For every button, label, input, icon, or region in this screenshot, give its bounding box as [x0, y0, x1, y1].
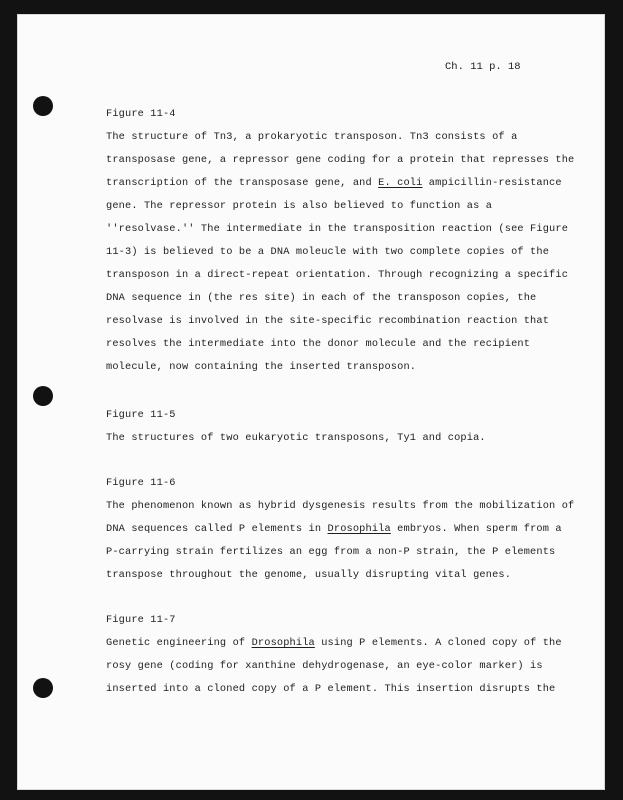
binder-hole-bottom [33, 678, 53, 698]
caption-heading: Figure 11-5 [106, 409, 176, 421]
caption-line: The structures of two eukaryotic transposons, Ty1 and copia. [106, 432, 486, 444]
caption-line: P-carrying strain fertilizes an egg from a non-P strain, the P elements [106, 546, 556, 558]
caption-heading: Figure 11-7 [106, 614, 176, 626]
caption-line: 11-3) is believed to be a DNA moleucle with two complete copies of the [106, 246, 550, 258]
caption-line: ''resolvase.'' The intermediate in the transposition reaction (see Figure [106, 223, 569, 235]
document-page [17, 14, 605, 790]
caption-line: The structure of Tn3, a prokaryotic transposon. Tn3 consists of a [106, 131, 518, 143]
species-name: E. coli [378, 177, 423, 189]
figure-11-6-caption [106, 472, 574, 587]
figure-11-5-caption [106, 404, 486, 450]
page-label: Ch. 11 p. 18 [445, 61, 521, 73]
caption-line: rosy gene (coding for xanthine dehydrogenase, an eye-color marker) is [106, 660, 543, 672]
species-name: Drosophila [327, 523, 391, 535]
caption-line: transposase gene, a repressor gene coding for a protein that represses the [106, 154, 575, 166]
caption-line: DNA sequences called P elements in Drosophila embryos. When sperm from a [106, 523, 562, 535]
caption-heading: Figure 11-6 [106, 477, 176, 489]
species-name: Drosophila [251, 637, 315, 649]
caption-line: Genetic engineering of Drosophila using P elements. A cloned copy of the [106, 637, 562, 649]
binder-hole-top [33, 96, 53, 116]
caption-line: transcription of the transposase gene, and E. coli ampicillin-resistance [106, 177, 562, 189]
figure-11-4-caption [106, 103, 574, 379]
caption-line: transpose throughout the genome, usually disrupting vital genes. [106, 569, 512, 581]
caption-heading: Figure 11-4 [106, 108, 176, 120]
binder-hole-middle [33, 386, 53, 406]
caption-line: transposon in a direct-repeat orientation. Through recognizing a specific [106, 269, 569, 281]
caption-line: molecule, now containing the inserted transposon. [106, 361, 417, 373]
caption-line: gene. The repressor protein is also believed to function as a [106, 200, 493, 212]
figure-11-7-caption [106, 609, 562, 701]
caption-line: resolves the intermediate into the donor molecule and the recipient [106, 338, 531, 350]
caption-line: The phenomenon known as hybrid dysgenesis results from the mobilization of [106, 500, 575, 512]
caption-line: inserted into a cloned copy of a P element. This insertion disrupts the [106, 683, 556, 695]
caption-line: DNA sequence in (the res site) in each of the transposon copies, the [106, 292, 537, 304]
caption-line: resolvase is involved in the site-specific recombination reaction that [106, 315, 550, 327]
